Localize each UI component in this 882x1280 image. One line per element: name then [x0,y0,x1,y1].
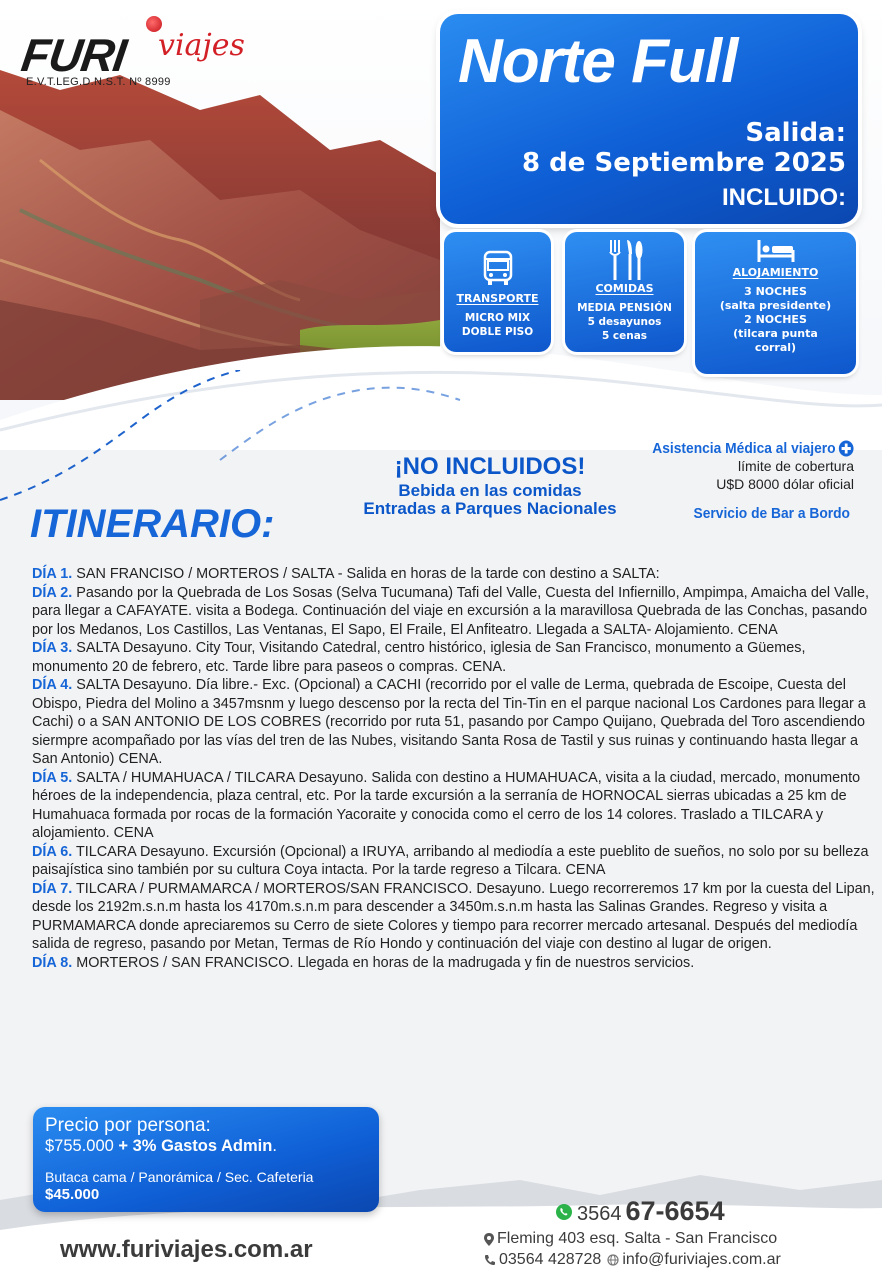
address [484,1230,777,1248]
price-gastos: + 3% Gastos Admin [113,1137,273,1155]
comidas-title: COMIDAS [595,282,654,295]
alojamiento-line-2: (salta presidente) [719,299,832,312]
alojamiento-line-3: 2 NOCHES [744,313,807,326]
transporte-line-2: DOBLE PISO [461,326,534,338]
salida-label: Salida: [745,118,846,148]
day-text: TILCARA / PURMAMARCA / MORTEROS/SAN FRANCISCO. Desayuno. Luego recorreremos 17 km por la cuesta del Lipan, desde los 2192m.s.n.m hasta los 4170m.s.n.m para descender a 3450m.s.n.m hasta las Salinas Grandes. Regreso y visita a PURMAMARCA donde apreciaremos su Cerro de siete Colores y tiempo para recorrer mercado artesanal. Después del mediodía salida de regreso, pasando por Metan, Termas de Río Hondo y continuación del viaje con destino al lugar de origen. [32,880,875,952]
asistencia-section [622,440,854,493]
day-label: DÍA 2. [32,584,73,601]
day-text: SAN FRANCISO / MORTEROS / SALTA - Salida en horas de la tarde con destino a SALTA: [72,566,660,582]
itinerary-day [32,565,878,584]
bus-icon [481,250,515,288]
price-dot: . [272,1137,277,1155]
day-text: SALTA Desayuno. City Tour, Visitando Catedral, centro histórico, iglesia de San Francisco, monumento a Güemes, monumento 20 de febrero, etc. Tarde libre para paseos o compras. CENA. [32,640,806,675]
no-incluido-item-1: Bebida en las comidas [398,481,582,500]
brand-logo [18,14,322,94]
itinerario-title: ITINERARIO: [30,502,275,546]
whatsapp-prefix: 3564 [577,1203,622,1225]
price-card [33,1107,379,1212]
alojamiento-title: ALOJAMIENTO [732,266,819,279]
whatsapp-number: 67-6654 [625,1196,725,1226]
address-text: Fleming 403 esq. Salta - San Francisco [497,1230,778,1247]
day-text: SALTA Desayuno. Día libre.- Exc. (Opcional) a CACHI (recorrido por el valle de Lerma, quebrada de Escoipe, Cuesta del Obispo, Piedra del Molino a 3457msnm y luego descenso por la recta del Tin-Tin en el parque nacional Los Cardones para llegar a Cachi) o a SAN ANTONIO DE LOS COBRES (recorrido por ruta 51, pasando por Campo Quijano, Quebrada del Toro ascendiendo siermpre acompañado por las vías del tren de las Nubes, visitando Santa Rosa de Tastil y sus ruinas y continuando hasta llegar a San Antonio) CENA. [32,677,866,767]
day-text: TILCARA Desayuno. Excursión (Opcional) a IRUYA, arribando al mediodía a este pueblito de sueños, no solo por su belleza paisajística sino también por su cultura Coya intacta. Por la tarde regreso a Tilcara. CENA [32,843,869,878]
itinerary-list [32,565,878,972]
alojamiento-line-4: (tilcara punta [733,327,818,340]
alojamiento-line-1: 3 NOCHES [744,285,807,298]
itinerary-day [32,954,878,973]
included-transporte [444,232,551,352]
bar-service: Servicio de Bar a Bordo [693,505,850,522]
day-label: DÍA 7. [32,880,73,897]
comidas-line-1: MEDIA PENSIÓN [577,302,672,314]
transporte-line-1: MICRO MIX [464,312,531,324]
email-link[interactable]: info@furiviajes.com.ar [622,1251,781,1268]
itinerary-day [32,639,878,676]
phone-icon [484,1254,496,1266]
price-amount: $755.000 [45,1137,114,1155]
day-label: DÍA 4. [32,677,73,693]
price-option-value: $45.000 [45,1186,100,1203]
logo-brand: FURI [18,29,129,81]
price-option: Butaca cama / Panorámica / Sec. Cafeteria [45,1169,314,1185]
license-text: E.V.T.LEG.D.N.S.T. Nº 8999 [26,76,171,88]
transporte-title: TRANSPORTE [456,292,539,305]
website-link[interactable]: www.furiviajes.com.ar [60,1236,313,1263]
phone-number[interactable]: 03564 428728 [499,1251,602,1268]
web-icon [607,1254,619,1266]
medical-cross-icon [838,440,854,457]
no-incluido-item-2: Entradas a Parques Nacionales [363,499,617,518]
asistencia-limit-value: U$D 8000 dólar oficial [716,476,854,492]
location-pin-icon [484,1233,494,1246]
logo-script: viajes [158,28,245,63]
itinerary-day [32,843,878,880]
day-label: DÍA 8. [32,954,73,971]
itinerary-day [32,769,878,843]
no-incluidos-section [330,452,650,518]
day-label: DÍA 6. [32,843,73,860]
salida-date: 8 de Septiembre 2025 [522,148,846,178]
asistencia-title: Asistencia Médica al viajero [652,440,836,457]
comidas-line-2: 5 desayunos [587,316,662,328]
bed-icon [756,238,796,264]
alojamiento-line-5: corral) [754,341,797,354]
itinerary-day [32,584,878,640]
day-label: DÍA 5. [32,769,73,786]
itinerary-day [32,676,878,769]
day-text: SALTA / HUMAHUACA / TILCARA Desayuno. Salida con destino a HUMAHUACA, visita a la ciudad, mercado, monumento héroes de la independencia, plaza central, etc. Por la tarde excursión a la serranía de HORNOCAL sierras ubicadas a 25 km de Humahuaca formada por rocas de la formación Yacoraite y conocida como el cerro de los 14 colores. Traslado a TILCARA y alojamiento. CENA [32,769,861,841]
whatsapp-phone[interactable] [555,1196,725,1227]
day-label: DÍA 3. [32,640,73,656]
included-comidas [565,232,684,352]
included-alojamiento [695,232,856,374]
cutlery-icon [605,238,645,282]
price-label: Precio por persona: [45,1115,211,1136]
day-text: MORTEROS / SAN FRANCISCO. Llegada en horas de la madrugada y fin de nuestros servicios. [72,954,695,971]
whatsapp-icon [555,1203,573,1221]
title-card [440,14,858,224]
no-incluidos-title: ¡NO INCLUIDOS! [394,453,586,480]
day-label: DÍA 1. [32,566,73,582]
itinerary-day [32,880,878,954]
day-text: Pasando por la Quebrada de Los Sosas (Selva Tucumana) Tafi del Valle, Cuesta del Infiernillo, Ampimpa, Amaicha del Valle, para llegar a CAFAYATE. visita a Bodega. Continuación del viaje en excursión a la maravillosa Quebrada de las Conchas, pasando por los Medanos, Los Castillos, Las Ventanas, El Sapo, El Fraile, El Anfiteatro. Llegada a SALTA- Alojamiento. CENA [32,584,869,638]
incluido-label: INCLUIDO: [722,184,846,211]
contact-line [484,1251,781,1269]
comidas-line-3: 5 cenas [601,330,648,342]
trip-title: Norte Full [458,27,738,96]
asistencia-limit-label: límite de cobertura [738,458,854,474]
